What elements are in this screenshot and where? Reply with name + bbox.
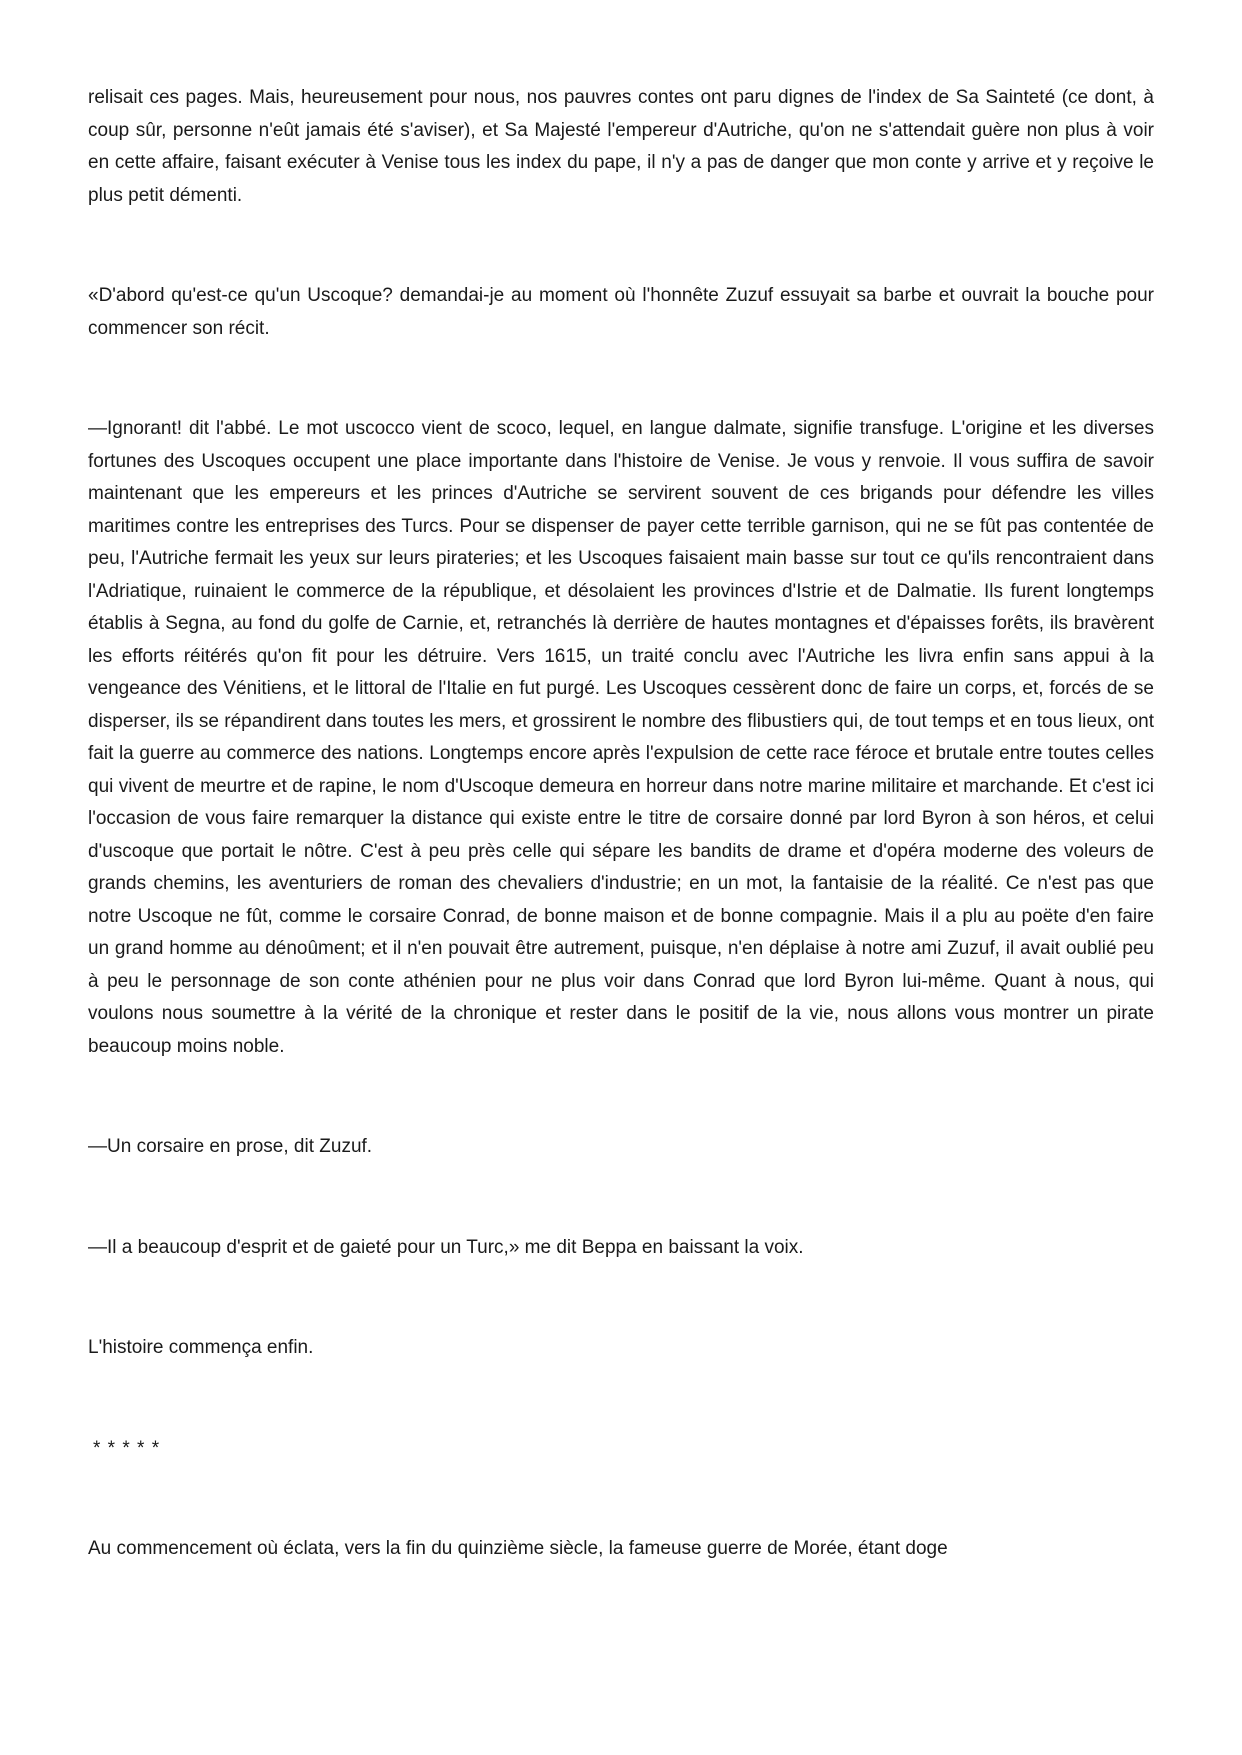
paragraph-histoire-commence: L'histoire commença enfin. [88,1337,314,1358]
paragraph-corsaire-en-prose: —Un corsaire en prose, dit Zuzuf. [88,1136,373,1157]
section-separator: * * * * * [93,1437,161,1459]
document-page [88,82,1154,1566]
paragraph-beppa-remark: —Il a beaucoup d'esprit et de gaieté pour un Turc,» me dit Beppa en baissant la voix. [88,1236,804,1258]
paragraph-index-censure: relisait ces pages. Mais, heureusement pour nous, nos pauvres contes ont paru dignes de l'index de Sa Sainteté (ce dont, à coup sûr, personne n'eût jamais été s'aviser), et Sa Majesté l'empereur d'Autriche, qu'on ne s'attendait guère non plus à voir en cette affaire, faisant exécuter à Venise tous les index du pape, il n'y a pas de danger que mon conte y arrive et y reçoive le plus petit démenti. [88,87,1154,206]
paragraph-abbe-explanation: —Ignorant! dit l'abbé. Le mot uscocco vient de scoco, lequel, en langue dalmate, signifie transfuge. L'origine et les diverses fortunes des Uscoques occupent une place importante dans l'histoire de Venise. Je vous y renvoie. Il vous suffira de savoir maintenant que les empereurs et les princes d'Autriche se servirent souvent de ces brigands pour défendre les villes maritimes contre les entreprises des Turcs. Pour se dispenser de payer cette terrible garnison, qui ne se fût pas contentée de peu, l'Autriche fermait les yeux sur leurs pirateries; et les Uscoques faisaient main basse sur tout ce qu'ils rencontraient dans l'Adriatique, ruinaient le commerce de la république, et désolaient les provinces d'Istrie et de Dalmatie. Ils furent longtemps établis à Segna, au fond du golfe de Carnie, et, retranchés là derrière de hautes montagnes et d'épaisses forêts, ils bravèrent les efforts réitérés qu'on fit pour les détruire. Vers 1615, un traité conclu avec l'Autriche les livra enfin sans appui à la vengeance des Vénitiens, et le littoral de l'Italie en fut purgé. Les Uscoques cessèrent donc de faire un corps, et, forcés de se disperser, ils se répandirent dans toutes les mers, et grossirent le nombre des flibustiers qui, de tout temps et en tous lieux, ont fait la guerre au commerce des nations. Longtemps encore après l'expulsion de cette race féroce et brutale entre toutes celles qui vivent de meurtre et de rapine, le nom d'Uscoque demeura en horreur dans notre marine militaire et marchande. Et c'est ici l'occasion de vous faire remarquer la distance qui existe entre le titre de corsaire donné par lord Byron à son héros, et celui d'uscoque que portait le nôtre. C'est à peu près celle qui sépare les bandits de drame et d'opéra moderne des voleurs de grands chemins, les aventuriers de roman des chevaliers d'industrie; en un mot, la fantaisie de la réalité. Ce n'est pas que notre Uscoque ne fût, comme le corsaire Conrad, de bonne maison et de bonne compagnie. Mais il a plu au poëte d'en faire un grand homme au dénoûment; et il n'en pouvait être autrement, puisque, n'en déplaise à notre ami Zuzuf, il avait oublié peu à peu le personnage de son conte athénien pour ne plus voir dans Conrad que lord Byron lui-même. Quant à nous, qui voulons nous soumettre à la vérité de la chronique et rester dans le positif de la vie, nous allons vous montrer un pirate beaucoup moins noble. [88,418,1154,1057]
paragraph-guerre-de-moree: Au commencement où éclata, vers la fin du quinzième siècle, la fameuse guerre de Morée, étant doge [88,1538,948,1559]
paragraph-question-uscoque: «D'abord qu'est-ce qu'un Uscoque? demandai-je au moment où l'honnête Zuzuf essuyait sa barbe et ouvrait la bouche pour commencer son récit. [88,285,1154,339]
